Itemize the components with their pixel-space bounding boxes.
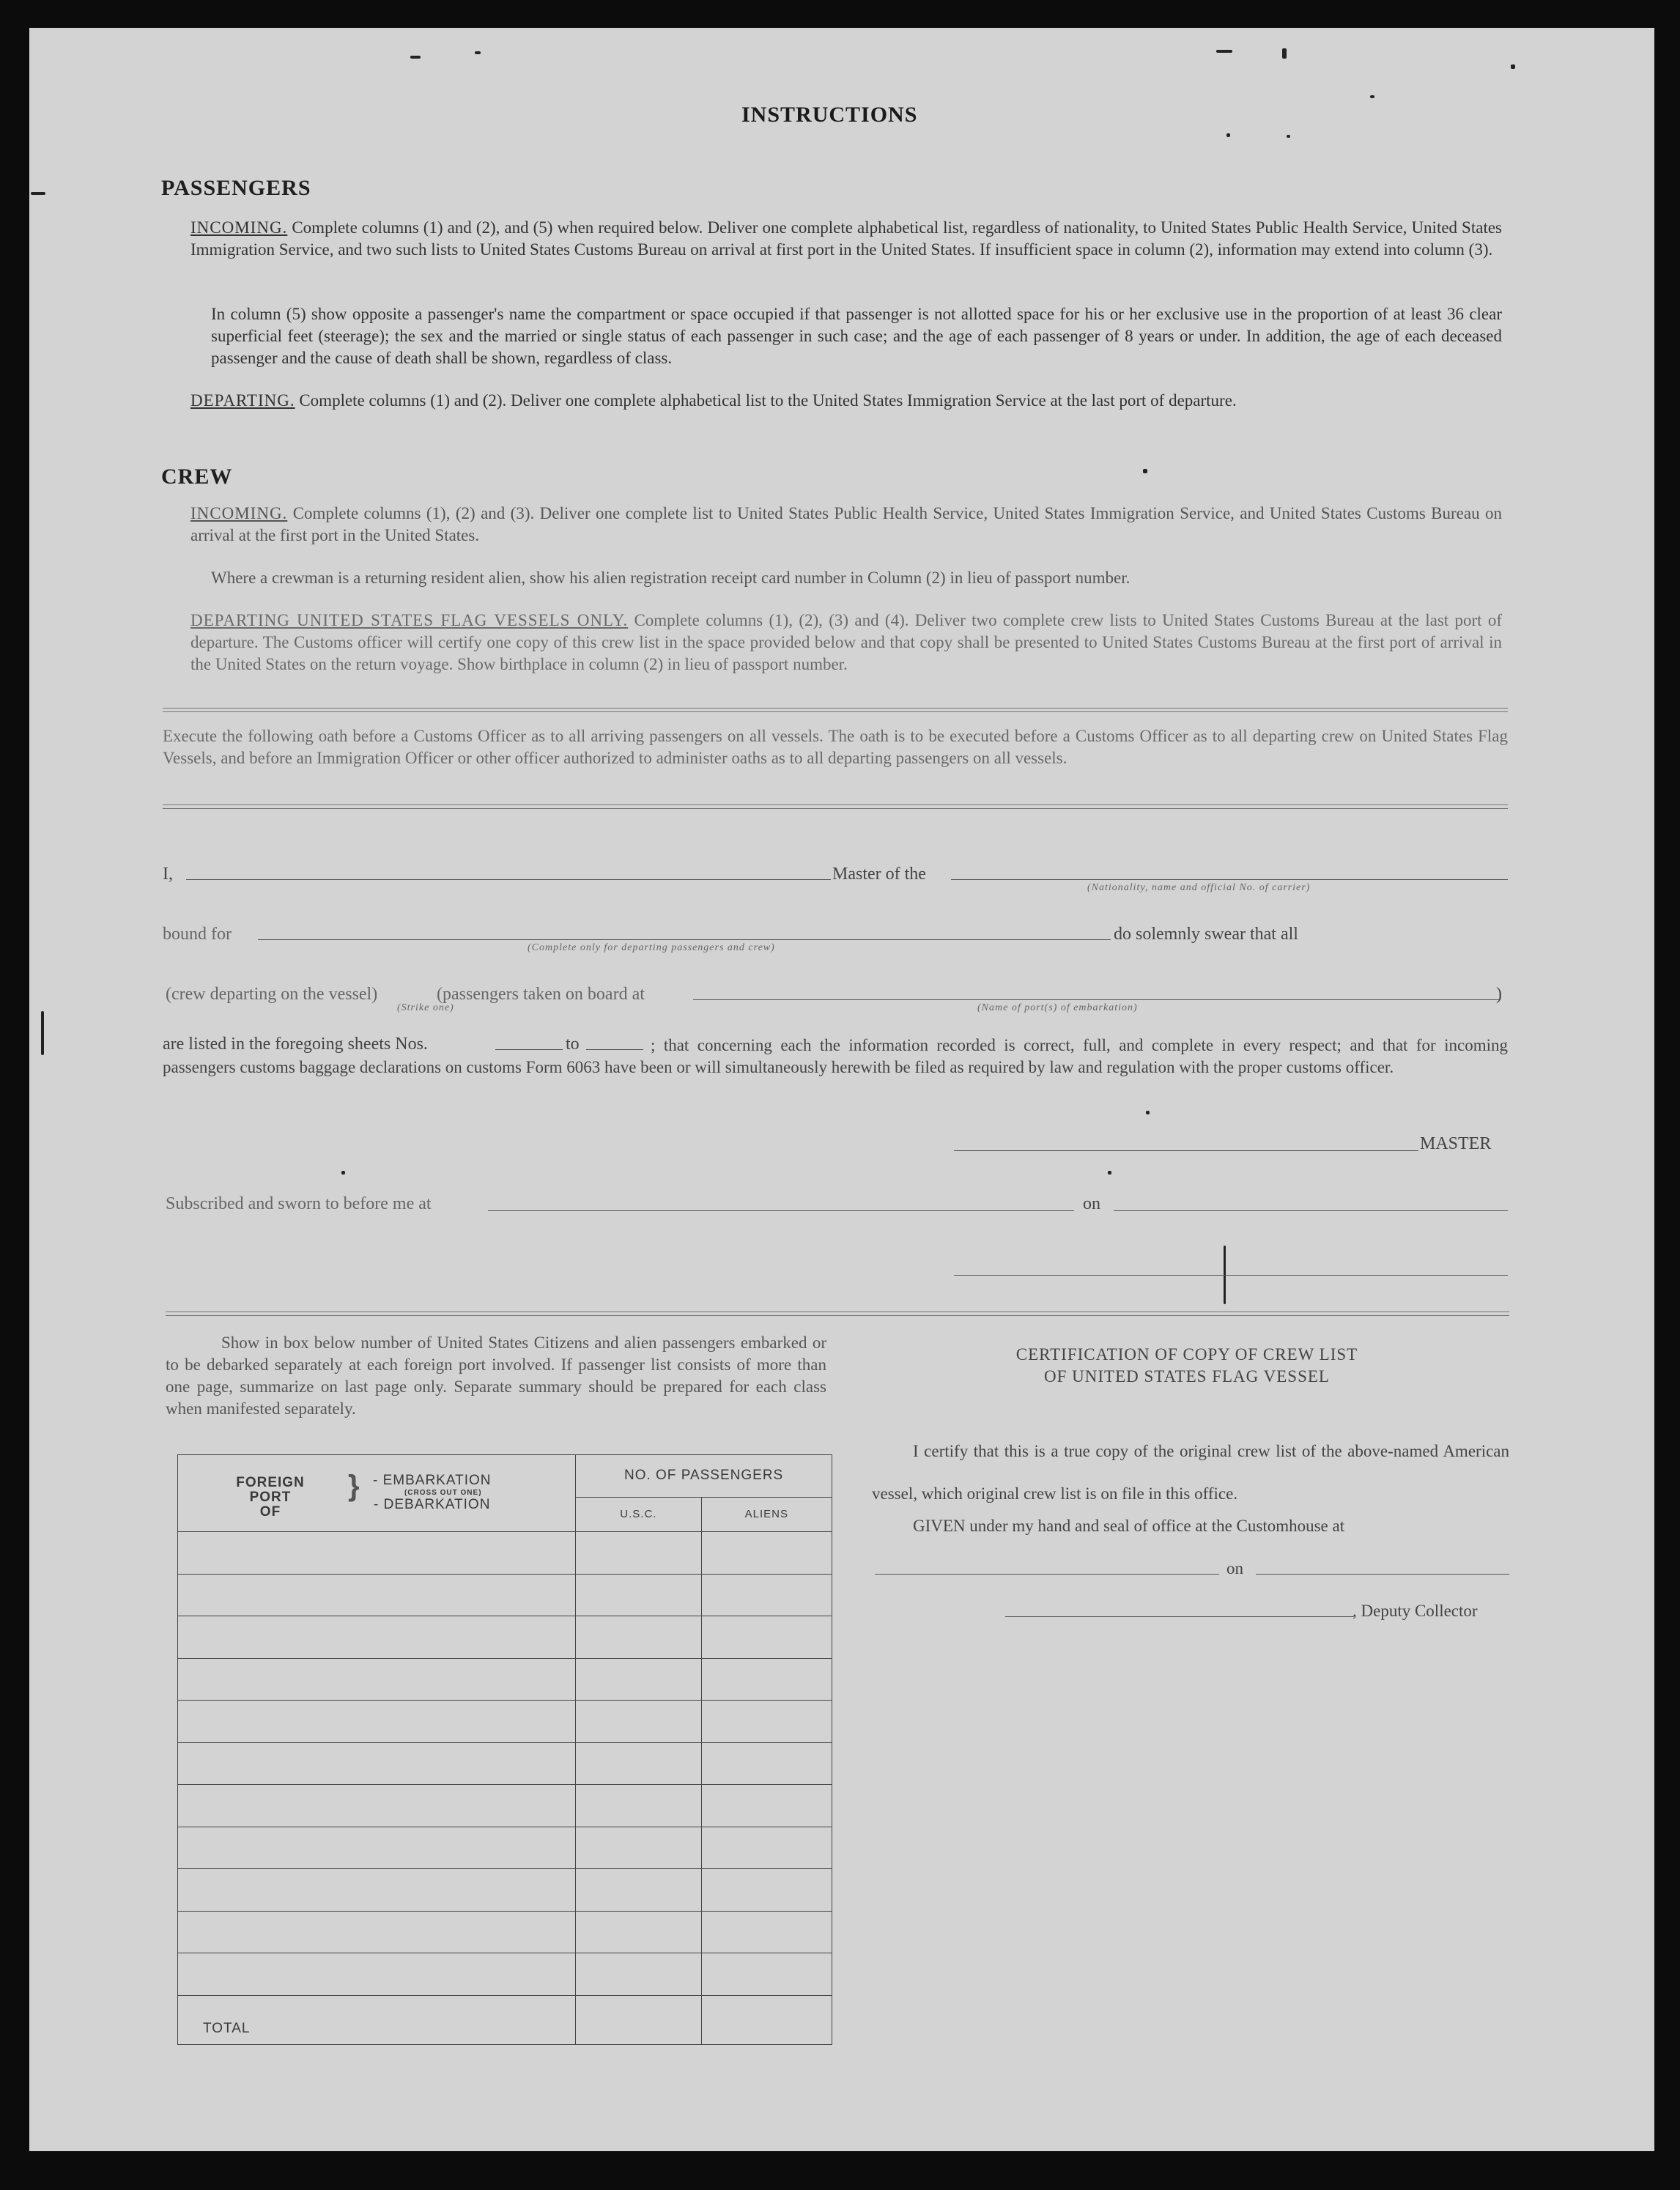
certification-heading-line-1: CERTIFICATION OF COPY OF CREW LIST (1015, 1345, 1358, 1364)
aliens-cell[interactable] (701, 1953, 832, 1996)
table-row (178, 1616, 832, 1659)
usc-cell[interactable] (576, 1827, 701, 1869)
crew-incoming-lead: INCOMING. (190, 504, 288, 522)
port-cell[interactable] (178, 1701, 576, 1743)
passengers-incoming-paragraph (190, 217, 1502, 261)
scan-speck (1143, 469, 1147, 473)
scan-speck (1108, 1171, 1111, 1174)
master-name-field[interactable] (186, 879, 831, 880)
aliens-cell[interactable] (701, 1658, 832, 1701)
passengers-column5-paragraph: In column (5) show opposite a passenger's name the compartment or space occupied if that passenger is not allotted space for his or her exclusive use in the proportion of at least 36 clear superficial feet (steerage); the sex and the married or single status of each passenger in such case; and the age of each passenger of 8 years or under. In addition, the age of each deceased passenger and the cause of death shall be shown, regardless of class. (211, 305, 1502, 367)
sworn-on-label: on (1083, 1194, 1100, 1213)
crew-heading: CREW (161, 465, 233, 489)
port-cell[interactable] (178, 1953, 576, 1996)
lower-divider (166, 1312, 1509, 1316)
aliens-cell[interactable] (701, 1701, 832, 1743)
bound-for-label: bound for (163, 925, 232, 944)
master-signature-label: MASTER (1420, 1134, 1492, 1153)
certification-heading (865, 1344, 1509, 1388)
carrier-field[interactable] (951, 879, 1508, 880)
crew-departing-paragraph (190, 610, 1502, 676)
aliens-cell[interactable] (701, 1742, 832, 1785)
usc-header: U.S.C. (576, 1497, 701, 1531)
master-of-label: Master of the (832, 865, 926, 884)
port-cell[interactable] (178, 1827, 576, 1869)
oath-i-label: I, (163, 865, 173, 884)
total-row (178, 1995, 832, 2045)
customhouse-field[interactable] (875, 1574, 1219, 1575)
port-header-line-1: FOREIGN (236, 1475, 305, 1490)
scan-speck (341, 1171, 345, 1174)
total-usc-cell[interactable] (576, 1995, 701, 2045)
passengers-incoming-text: Complete columns (1) and (2), and (5) when required below. Deliver one complete alphabetical list, regardless of nationality, to United States Public Health Service, United States Immigration Service, and two such lists to United States Customs Bureau on arrival at first port in the United States. If insufficient space in column (2), information may extend into column (3). (190, 218, 1503, 259)
passengers-heading: PASSENGERS (161, 176, 311, 200)
scan-speck (1511, 64, 1515, 69)
sheets-to-label: to (566, 1035, 580, 1054)
debarkation-option[interactable]: - DEBARKATION (374, 1497, 491, 1512)
close-paren: ) (1496, 985, 1502, 1004)
strike-one-note: (Strike one) (397, 1002, 454, 1013)
table-header-row (178, 1455, 832, 1498)
crew-incoming-text: Complete columns (1), (2) and (3). Deliver one complete list to United States Public Health Service, United States Immigration Service, and United States Customs Bureau on arrival at the first port in the United States. (190, 504, 1502, 544)
table-row (178, 1658, 832, 1701)
certification-heading-line-2: OF UNITED STATES FLAG VESSEL (1044, 1367, 1330, 1386)
table-row (178, 1911, 832, 1953)
crew-departing-text: Complete columns (1), (2), (3) and (4). Deliver two complete crew lists to United States Customs Bureau at the last port of departure. The Customs officer will certify one copy of this crew list in the space provided below and that copy shall be presented to United States Customs Bureau at the first port of arrival in the United States on the return voyage. Show birthplace in column (2) in lieu of passport number. (190, 611, 1503, 673)
certification-date-field[interactable] (1256, 1574, 1509, 1575)
table-row (178, 1574, 832, 1616)
oath-intro: Execute the following oath before a Customs Officer as to all arriving passengers on all vessels. The oath is to be executed before a Customs Officer as to all departing crew on United States Flag Vessels, and before an Immigration Officer or other officer authorized to administer oaths as to all departing passengers on all vessels. (163, 727, 1508, 767)
scan-speck (1370, 95, 1374, 98)
swear-label: do solemnly swear that all (1114, 925, 1298, 944)
aliens-cell[interactable] (701, 1869, 832, 1912)
scan-speck (1282, 48, 1287, 59)
aliens-cell[interactable] (701, 1911, 832, 1953)
usc-cell[interactable] (576, 1658, 701, 1701)
no-passengers-header: NO. OF PASSENGERS (576, 1455, 832, 1498)
aliens-cell[interactable] (701, 1827, 832, 1869)
section-divider (163, 708, 1508, 712)
sworn-place-field[interactable] (488, 1210, 1074, 1211)
table-row (178, 1869, 832, 1912)
brace-icon: } (348, 1470, 360, 1502)
passengers-departing-paragraph (190, 390, 1502, 412)
usc-cell[interactable] (576, 1785, 701, 1827)
ports-note: (Name of port(s) of embarkation) (977, 1002, 1138, 1013)
oath-intro-divider (163, 804, 1508, 809)
master-signature-field[interactable] (954, 1150, 1418, 1151)
table-row (178, 1785, 832, 1827)
aliens-header: ALIENS (701, 1497, 832, 1531)
scan-speck (1226, 133, 1230, 137)
destination-field[interactable] (258, 939, 1111, 940)
certification-text: I certify that this is a true copy of the original crew list of the above-named American vessel, which original crew list is on file in this office. (872, 1442, 1509, 1503)
page-title: INSTRUCTIONS (741, 103, 918, 127)
embarkation-ports-field[interactable] (693, 999, 1500, 1000)
scan-speck (41, 1011, 44, 1055)
port-cell[interactable] (178, 1574, 576, 1616)
port-cell[interactable] (178, 1532, 576, 1575)
certification-given: GIVEN under my hand and seal of office at the Customhouse at (913, 1517, 1345, 1535)
sheets-label: are listed in the foregoing sheets Nos. (163, 1035, 428, 1054)
port-header-cell (178, 1455, 576, 1532)
usc-cell[interactable] (576, 1953, 701, 1996)
aliens-cell[interactable] (701, 1574, 832, 1616)
scan-speck (1287, 135, 1290, 138)
port-cell[interactable] (178, 1742, 576, 1785)
usc-cell[interactable] (576, 1869, 701, 1912)
usc-cell[interactable] (576, 1701, 701, 1743)
port-cell[interactable] (178, 1869, 576, 1912)
port-header-line-3: OF (259, 1504, 281, 1520)
table-row (178, 1701, 832, 1743)
summary-instructions: Show in box below number of United States Citizens and alien passengers embarked or to be debarked separately at each foreign port involved. If passenger list consists of more than one page, summarize on last page only. Separate summary should be prepared for each class when manifested separately. (166, 1333, 826, 1418)
usc-cell[interactable] (576, 1574, 701, 1616)
usc-cell[interactable] (576, 1911, 701, 1953)
aliens-cell[interactable] (701, 1616, 832, 1659)
port-header-line-2: PORT (249, 1490, 292, 1505)
departing-note: (Complete only for departing passengers and crew) (528, 942, 775, 953)
officer-signature-field[interactable] (954, 1275, 1508, 1276)
scan-speck (410, 56, 421, 59)
passengers-departing-lead: DEPARTING. (190, 391, 295, 410)
port-cell[interactable] (178, 1616, 576, 1659)
cross-out-note: (CROSS OUT ONE) (404, 1489, 482, 1497)
port-header-label (226, 1476, 314, 1520)
aliens-cell[interactable] (701, 1785, 832, 1827)
crew-resident-paragraph: Where a crewman is a returning resident alien, show his alien registration receipt card number in Column (2) in lieu of passport number. (211, 569, 1131, 587)
passengers-departing-text: Complete columns (1) and (2). Deliver one complete alphabetical list to the United States Immigration Service at the last port of departure. (299, 391, 1237, 410)
usc-cell[interactable] (576, 1532, 701, 1575)
total-aliens-cell[interactable] (701, 1995, 832, 2045)
port-cell[interactable] (178, 1658, 576, 1701)
deputy-signature-field[interactable] (1005, 1616, 1354, 1617)
aliens-cell[interactable] (701, 1532, 832, 1575)
total-label: TOTAL (178, 1995, 576, 2045)
scan-speck (31, 192, 45, 195)
passengers-incoming-lead: INCOMING. (190, 218, 288, 237)
scan-speck (475, 51, 481, 54)
table-row (178, 1953, 832, 1996)
certification-on-label: on (1226, 1559, 1243, 1577)
port-cell[interactable] (178, 1785, 576, 1827)
scan-speck (1146, 1111, 1150, 1114)
passengers-taken-option[interactable]: (passengers taken on board at (437, 985, 645, 1004)
subscribed-label: Subscribed and sworn to before me at (166, 1194, 432, 1213)
crew-departing-lead: DEPARTING UNITED STATES FLAG VESSELS ONLY. (190, 611, 629, 629)
table-row (178, 1532, 832, 1575)
sheets-declaration-text: ; that concerning each the information recorded is correct, full, and complete in every respect; and that for incoming passengers customs baggage declarations on customs Form 6063 have been or will simultaneously herewith be filed as required by law and regulation with the proper customs officer. (163, 1036, 1508, 1076)
scan-speck (1216, 50, 1232, 53)
table-row (178, 1742, 832, 1785)
table-row (178, 1827, 832, 1869)
deputy-collector-label: , Deputy Collector (1352, 1602, 1478, 1620)
sworn-date-field[interactable] (1114, 1210, 1508, 1211)
usc-cell[interactable] (576, 1616, 701, 1659)
crew-departing-option[interactable]: (crew departing on the vessel) (166, 985, 378, 1004)
port-cell[interactable] (178, 1911, 576, 1953)
carrier-note: (Nationality, name and official No. of carrier) (1087, 882, 1311, 893)
embark-debark-label (373, 1473, 492, 1513)
embarkation-option[interactable]: - EMBARKATION (373, 1473, 492, 1488)
passenger-summary-table (177, 1454, 832, 2045)
usc-cell[interactable] (576, 1742, 701, 1785)
crew-incoming-paragraph (190, 503, 1502, 547)
